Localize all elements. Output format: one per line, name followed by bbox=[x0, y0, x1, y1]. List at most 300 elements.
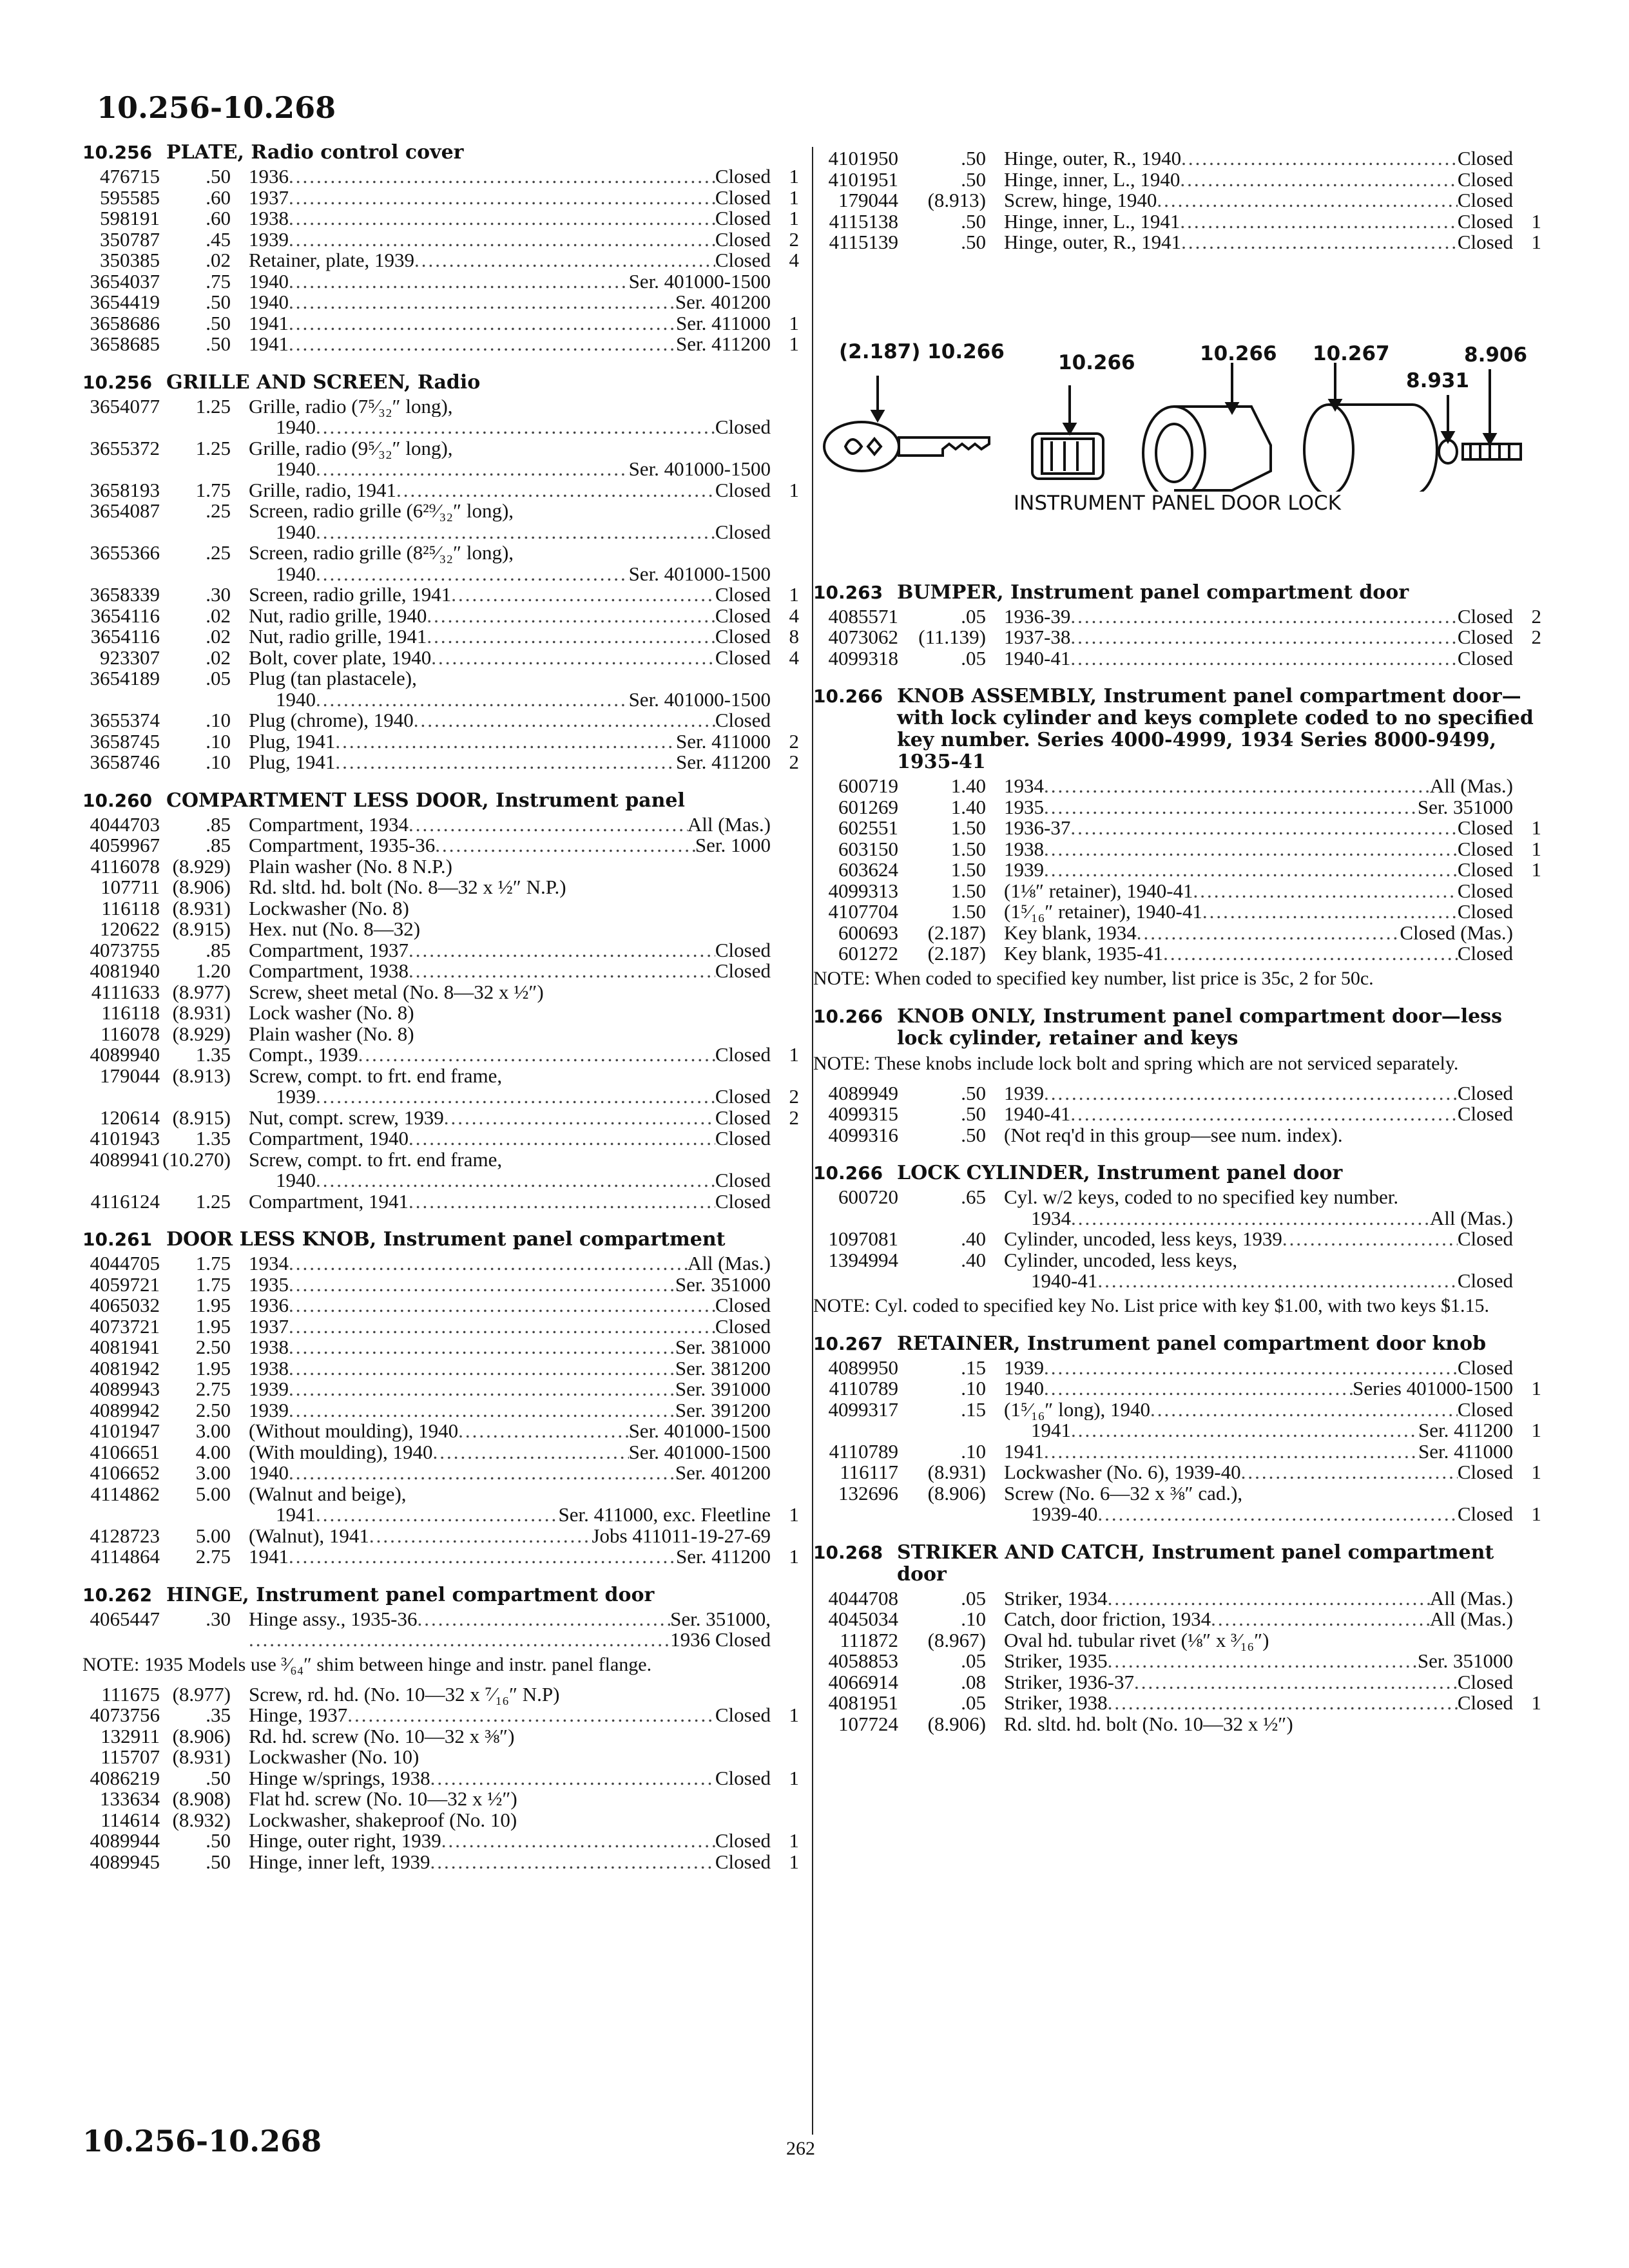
quantity: 1 bbox=[789, 1766, 799, 1789]
part-row bbox=[82, 480, 799, 501]
application-note: Closed bbox=[1457, 190, 1513, 211]
part-number: 601269 bbox=[838, 795, 898, 818]
quantity bbox=[771, 1149, 799, 1171]
part-row bbox=[813, 1420, 1541, 1441]
application-note: Closed bbox=[715, 521, 771, 543]
part-number: 4081942 bbox=[90, 1356, 160, 1379]
application-note: Closed (Mas.) bbox=[1400, 922, 1513, 943]
part-number: 4058853 bbox=[828, 1649, 898, 1672]
list-price: (8.931) bbox=[172, 1001, 231, 1024]
list-price bbox=[160, 459, 231, 480]
section-title bbox=[813, 1006, 1541, 1050]
group-title: HINGE, Instrument panel compartment door bbox=[166, 1583, 655, 1606]
application-note: Series 401000-1500 bbox=[1353, 1378, 1513, 1399]
part-row bbox=[82, 752, 799, 773]
part-number: 3658685 bbox=[90, 332, 160, 355]
part-description-cell bbox=[986, 1504, 1513, 1525]
part-row bbox=[813, 648, 1541, 669]
part-row bbox=[813, 943, 1541, 965]
figure-label-key: (2.187) 10.266 bbox=[839, 340, 1005, 363]
part-number: 4073755 bbox=[90, 938, 160, 961]
part-row bbox=[82, 459, 799, 480]
part-description-cell bbox=[231, 187, 771, 209]
part-description: 1936 bbox=[249, 1295, 289, 1316]
list-price: (8.977) bbox=[172, 980, 231, 1003]
application-note: Closed bbox=[715, 1831, 771, 1852]
list-price: .40 bbox=[961, 1248, 986, 1271]
group-title: STRIKER AND CATCH, Instrument panel compartment door bbox=[897, 1541, 1494, 1586]
leader-dots bbox=[409, 814, 688, 836]
application-note: Closed bbox=[715, 1107, 771, 1128]
list-price: 3.00 bbox=[195, 1419, 231, 1442]
application-note: Closed bbox=[715, 166, 771, 187]
part-description-cell bbox=[231, 417, 771, 438]
part-number: 3654116 bbox=[90, 604, 160, 627]
list-price: .08 bbox=[961, 1670, 986, 1693]
part-description-cell bbox=[231, 898, 771, 919]
list-price: .02 bbox=[206, 625, 231, 648]
list-price: .50 bbox=[961, 1102, 986, 1125]
part-number bbox=[813, 1271, 898, 1292]
part-row bbox=[813, 169, 1541, 191]
part-number: 3654116 bbox=[90, 625, 160, 648]
part-row bbox=[82, 1108, 799, 1129]
part-description: Cylinder, uncoded, less keys, bbox=[1004, 1249, 1238, 1271]
part-description-cell bbox=[986, 1672, 1513, 1693]
part-row bbox=[813, 881, 1541, 902]
part-description-cell bbox=[231, 543, 771, 564]
application-note: Ser. 411200 bbox=[676, 334, 771, 355]
part-number: 116117 bbox=[840, 1461, 898, 1483]
part-description-cell bbox=[986, 1271, 1513, 1292]
list-price: (8.931) bbox=[172, 896, 231, 919]
part-description-cell bbox=[231, 731, 771, 753]
application-note: Ser. 401000-1500 bbox=[628, 271, 771, 292]
part-description-cell bbox=[231, 1274, 771, 1296]
part-description: 1937-38 bbox=[1004, 627, 1071, 648]
quantity: 8 bbox=[789, 625, 799, 648]
leader-dots bbox=[316, 1086, 715, 1108]
part-row bbox=[813, 1672, 1541, 1693]
part-description-cell bbox=[231, 1789, 771, 1810]
list-price: 1.95 bbox=[195, 1314, 231, 1338]
part-row bbox=[82, 1504, 799, 1526]
list-price: 1.75 bbox=[195, 478, 231, 501]
list-price: 1.75 bbox=[195, 1273, 231, 1296]
quantity bbox=[1513, 1609, 1541, 1630]
part-description-cell bbox=[231, 1726, 771, 1747]
application-note: Closed bbox=[1457, 818, 1513, 839]
list-price: .40 bbox=[961, 1227, 986, 1250]
part-row bbox=[82, 334, 799, 355]
part-description-cell bbox=[986, 1630, 1513, 1651]
part-description-cell bbox=[231, 752, 771, 773]
part-row bbox=[82, 208, 799, 229]
part-description-cell bbox=[986, 818, 1513, 839]
list-price: .25 bbox=[206, 499, 231, 522]
application-note: Closed bbox=[1457, 232, 1513, 253]
quantity: 1 bbox=[789, 1704, 799, 1726]
quantity bbox=[771, 835, 799, 856]
group-title: KNOB ASSEMBLY, Instrument panel compartment door—with lock cylinder and keys complete coded to no specified key number. Series 4000-4999, 1934 Series 8000-9499, 1935-41 bbox=[897, 685, 1534, 773]
part-description-cell bbox=[231, 1546, 771, 1568]
part-number: 4089942 bbox=[90, 1398, 160, 1421]
leader-dots bbox=[1181, 232, 1458, 253]
section-title bbox=[813, 1542, 1541, 1586]
part-description: 1939 bbox=[1004, 1082, 1044, 1104]
leader-dots bbox=[1180, 169, 1457, 191]
part-description: Hex. nut (No. 8—32) bbox=[249, 919, 421, 940]
quantity bbox=[1513, 1250, 1541, 1271]
application-note: Ser. 411200 bbox=[1418, 1420, 1513, 1441]
part-number: 4101947 bbox=[90, 1419, 160, 1442]
part-number: 4089945 bbox=[90, 1850, 160, 1873]
part-description: Plug, 1941 bbox=[249, 752, 336, 773]
part-description: (1⅛″ retainer), 1940-41 bbox=[1004, 880, 1193, 901]
application-note: Closed bbox=[715, 1086, 771, 1108]
part-description: Oval hd. tubular rivet (⅛″ x ³⁄₁₆″) bbox=[1004, 1629, 1269, 1651]
part-number: 598191 bbox=[100, 207, 160, 229]
part-number: 600719 bbox=[838, 774, 898, 797]
part-number: 595585 bbox=[100, 186, 160, 209]
part-number: 107711 bbox=[101, 876, 160, 898]
section bbox=[82, 1584, 799, 1873]
list-price bbox=[160, 689, 231, 711]
part-description-cell bbox=[231, 1379, 771, 1400]
list-price: .05 bbox=[961, 1691, 986, 1714]
section-title bbox=[82, 142, 799, 164]
part-number: 4099316 bbox=[828, 1123, 898, 1146]
application-note: Closed bbox=[715, 1170, 771, 1191]
application-note: All (Mas.) bbox=[687, 1253, 771, 1274]
part-description: 1939-40 bbox=[1031, 1504, 1098, 1525]
list-price: 3.00 bbox=[195, 1461, 231, 1484]
part-row bbox=[82, 626, 799, 648]
part-description-cell bbox=[231, 1024, 771, 1045]
leader-dots bbox=[396, 480, 715, 501]
part-description-cell bbox=[231, 1442, 771, 1463]
application-note: Closed bbox=[1457, 148, 1513, 169]
part-description-cell bbox=[231, 501, 771, 522]
part-row bbox=[82, 1379, 799, 1400]
application-note: Closed bbox=[1457, 169, 1513, 190]
list-price: (2.187) bbox=[927, 942, 986, 965]
list-price: .50 bbox=[961, 168, 986, 191]
part-description-cell bbox=[986, 1462, 1513, 1483]
quantity: 1 bbox=[789, 165, 799, 187]
part-description: 1941 bbox=[1004, 1441, 1044, 1462]
section bbox=[813, 1006, 1541, 1146]
part-row bbox=[82, 271, 799, 293]
application-note: Closed bbox=[1457, 1504, 1513, 1525]
part-number bbox=[813, 1420, 898, 1441]
leader-dots bbox=[316, 522, 715, 543]
leader-dots bbox=[369, 1526, 592, 1547]
application-note: Closed bbox=[1457, 880, 1513, 901]
leader-dots bbox=[289, 292, 675, 313]
part-row bbox=[82, 1609, 799, 1630]
part-description: 1939 bbox=[1004, 1357, 1044, 1378]
quantity bbox=[771, 1358, 799, 1379]
part-number: 3655374 bbox=[90, 709, 160, 731]
application-note: Closed bbox=[715, 187, 771, 208]
application-note: Ser. 401000-1500 bbox=[628, 1421, 771, 1442]
quantity bbox=[771, 1421, 799, 1442]
part-description-cell bbox=[231, 250, 771, 271]
part-row bbox=[82, 1526, 799, 1547]
part-row bbox=[82, 1684, 799, 1706]
part-description-cell bbox=[986, 923, 1513, 944]
part-row bbox=[82, 689, 799, 711]
part-number: 4089949 bbox=[828, 1081, 898, 1104]
leader-dots bbox=[1044, 1378, 1353, 1399]
quantity: 1 bbox=[1531, 1377, 1541, 1399]
part-description: Screw, compt. to frt. end frame, bbox=[249, 1065, 503, 1086]
list-price: .35 bbox=[206, 1704, 231, 1726]
part-description-cell bbox=[986, 1588, 1513, 1610]
part-row bbox=[82, 1768, 799, 1789]
part-row bbox=[813, 818, 1541, 839]
part-row bbox=[813, 776, 1541, 797]
part-row bbox=[813, 211, 1541, 233]
quantity bbox=[1513, 148, 1541, 169]
application-note: Closed bbox=[715, 647, 771, 668]
list-price: 5.00 bbox=[195, 1524, 231, 1547]
part-row bbox=[813, 1104, 1541, 1125]
leader-dots bbox=[1211, 1609, 1430, 1630]
section bbox=[813, 1333, 1541, 1525]
part-number: 4101943 bbox=[90, 1127, 160, 1149]
part-description: Striker, 1934 bbox=[1004, 1588, 1108, 1609]
quantity: 1 bbox=[789, 1850, 799, 1873]
part-description-cell bbox=[231, 1526, 771, 1547]
section-note: NOTE: When coded to specified key number, list price is 35c, 2 for 50c. bbox=[813, 967, 1374, 989]
part-description-cell bbox=[986, 1208, 1513, 1229]
application-note: Closed bbox=[715, 1705, 771, 1726]
quantity: 1 bbox=[789, 311, 799, 334]
part-description-cell bbox=[231, 1295, 771, 1316]
part-description-cell bbox=[986, 943, 1513, 965]
part-description: 1940-41 bbox=[1004, 1104, 1071, 1125]
part-row bbox=[82, 166, 799, 187]
quantity bbox=[1513, 1271, 1541, 1292]
section bbox=[82, 790, 799, 1213]
group-title: KNOB ONLY, Instrument panel compartment door—less lock cylinder, retainer and keys bbox=[897, 1004, 1503, 1050]
list-price: .25 bbox=[206, 541, 231, 564]
list-price: (11.139) bbox=[918, 626, 986, 648]
quantity: 2 bbox=[1531, 626, 1541, 648]
part-number: 3658193 bbox=[90, 478, 160, 501]
part-row bbox=[82, 919, 799, 940]
list-price: .02 bbox=[206, 249, 231, 271]
list-price: (2.187) bbox=[927, 921, 986, 944]
part-description: Lock washer (No. 8) bbox=[249, 1003, 414, 1024]
part-description-cell bbox=[231, 919, 771, 940]
quantity bbox=[1513, 1125, 1541, 1146]
group-number: 10.266 bbox=[813, 686, 883, 707]
part-row bbox=[82, 1003, 799, 1024]
quantity bbox=[771, 417, 799, 438]
part-description: (Not req'd in this group—see num. index). bbox=[1004, 1124, 1343, 1146]
quantity bbox=[1513, 648, 1541, 669]
part-description-cell bbox=[231, 1831, 771, 1852]
group-title: RETAINER, Instrument panel compartment door knob bbox=[897, 1332, 1487, 1355]
application-note: Closed bbox=[715, 961, 771, 982]
list-price: (8.977) bbox=[172, 1682, 231, 1706]
part-description: 1935 bbox=[1004, 796, 1044, 818]
part-description: Cylinder, uncoded, less keys, 1939 bbox=[1004, 1229, 1282, 1250]
part-description-cell bbox=[231, 1852, 771, 1873]
leader-dots bbox=[1157, 190, 1458, 211]
part-row bbox=[813, 1250, 1541, 1271]
part-description-cell bbox=[231, 814, 771, 836]
part-number: 4059721 bbox=[90, 1273, 160, 1296]
application-note: Ser. 411000 bbox=[1418, 1441, 1513, 1462]
part-description: 1934 bbox=[249, 1253, 289, 1274]
list-price: (8.908) bbox=[172, 1787, 231, 1810]
part-description-cell bbox=[231, 1337, 771, 1358]
application-note: All (Mas.) bbox=[1429, 1207, 1513, 1229]
part-number: 4089940 bbox=[90, 1043, 160, 1066]
quantity: 1 bbox=[1531, 231, 1541, 253]
part-description-cell bbox=[231, 480, 771, 501]
leader-dots bbox=[289, 1463, 675, 1484]
part-description: Screw, rd. hd. (No. 10—32 x ⁷⁄₁₆″ N.P) bbox=[249, 1684, 560, 1705]
part-row bbox=[813, 1651, 1541, 1672]
part-description: Striker, 1936-37 bbox=[1004, 1671, 1134, 1693]
part-description: Compt., 1939 bbox=[249, 1044, 358, 1066]
leader-dots bbox=[289, 334, 676, 355]
leader-dots bbox=[414, 710, 715, 731]
part-number: 4106651 bbox=[90, 1440, 160, 1463]
part-number: 4101950 bbox=[828, 147, 898, 169]
part-row bbox=[82, 1358, 799, 1379]
part-row bbox=[82, 1066, 799, 1087]
quantity bbox=[771, 1526, 799, 1547]
part-description-cell bbox=[231, 229, 771, 251]
part-description-cell bbox=[986, 1083, 1513, 1104]
part-row bbox=[82, 250, 799, 271]
part-number bbox=[82, 522, 160, 543]
leader-dots bbox=[316, 417, 715, 438]
part-description: 1934 bbox=[1004, 776, 1044, 797]
quantity: 4 bbox=[789, 249, 799, 271]
part-description: 1935 bbox=[249, 1274, 289, 1295]
list-price bbox=[898, 1420, 986, 1441]
application-note: Ser. 391000 bbox=[675, 1379, 771, 1400]
quantity: 1 bbox=[789, 1503, 799, 1526]
list-price: 1.50 bbox=[950, 858, 986, 881]
part-number bbox=[813, 1208, 898, 1229]
section bbox=[813, 686, 1541, 989]
part-description-cell bbox=[231, 1086, 771, 1108]
part-description: Compartment, 1935-36 bbox=[249, 835, 436, 856]
lock-parts-illustration bbox=[813, 279, 1541, 492]
application-note: Ser. 401000-1500 bbox=[628, 563, 771, 584]
part-row bbox=[82, 1044, 799, 1066]
part-description: Screen, radio grille (6²⁹⁄₃₂″ long), bbox=[249, 501, 514, 522]
part-row bbox=[82, 1295, 799, 1316]
part-description: Catch, door friction, 1934 bbox=[1004, 1609, 1211, 1630]
leader-dots bbox=[1097, 1271, 1458, 1292]
part-description-cell bbox=[231, 459, 771, 480]
list-price bbox=[898, 1208, 986, 1229]
section bbox=[813, 1162, 1541, 1316]
part-description: 1938 bbox=[249, 1337, 289, 1358]
quantity: 1 bbox=[1531, 209, 1541, 233]
quantity: 1 bbox=[789, 207, 799, 229]
part-number: 603624 bbox=[838, 858, 898, 881]
quantity bbox=[1513, 169, 1541, 191]
application-note: Closed bbox=[715, 208, 771, 229]
quantity bbox=[771, 1003, 799, 1024]
part-description: 1940 bbox=[276, 521, 316, 543]
part-description: 1941 bbox=[1031, 1420, 1071, 1441]
application-note: Ser. 391200 bbox=[675, 1399, 771, 1421]
lock-figure bbox=[813, 279, 1541, 582]
leader-dots bbox=[316, 564, 629, 585]
application-note: Closed bbox=[715, 1295, 771, 1316]
list-price: (8.929) bbox=[172, 854, 231, 878]
section-note: NOTE: Cyl. coded to specified key No. List price with key $1.00, with two keys $1.15. bbox=[813, 1294, 1489, 1316]
part-description-cell bbox=[986, 901, 1513, 923]
leader-dots bbox=[430, 1768, 715, 1789]
part-description: Hinge, outer, R., 1941 bbox=[1004, 232, 1182, 253]
part-description-cell bbox=[231, 313, 771, 334]
part-number: 601272 bbox=[838, 942, 898, 965]
section-title bbox=[813, 1333, 1541, 1355]
part-row bbox=[82, 1810, 799, 1831]
quantity: 1 bbox=[1531, 1419, 1541, 1441]
part-description: 1938 bbox=[249, 1358, 289, 1379]
application-note: Ser. 1000 bbox=[695, 835, 771, 856]
section-title bbox=[813, 1162, 1541, 1184]
quantity bbox=[771, 689, 799, 711]
quantity bbox=[1513, 1208, 1541, 1229]
section bbox=[82, 372, 799, 773]
part-description: Plug (tan plastacele), bbox=[249, 668, 417, 689]
part-row bbox=[82, 1747, 799, 1768]
list-price: .50 bbox=[961, 1081, 986, 1104]
leader-dots bbox=[1097, 1504, 1458, 1525]
part-number: 4107704 bbox=[828, 900, 898, 923]
application-note: Ser. 351000 bbox=[1417, 1651, 1513, 1672]
group-title: BUMPER, Instrument panel compartment door bbox=[897, 581, 1409, 604]
leader-dots bbox=[1070, 1104, 1458, 1125]
list-price: .50 bbox=[206, 311, 231, 334]
leader-dots bbox=[1070, 627, 1458, 648]
part-description-cell bbox=[986, 211, 1513, 233]
leader-dots bbox=[1044, 1441, 1418, 1463]
group-number: 10.261 bbox=[82, 1229, 153, 1250]
application-note: Closed bbox=[1457, 838, 1513, 860]
application-note: Closed bbox=[1457, 627, 1513, 648]
part-row bbox=[82, 1274, 799, 1296]
part-description: Compartment, 1937 bbox=[249, 939, 409, 961]
part-description-cell bbox=[986, 1378, 1513, 1399]
quantity: 1 bbox=[789, 186, 799, 209]
part-number: 3654077 bbox=[90, 394, 160, 418]
part-number: 4065447 bbox=[90, 1607, 160, 1630]
list-price: .50 bbox=[961, 147, 986, 169]
part-row bbox=[82, 1463, 799, 1484]
leader-dots bbox=[289, 1295, 715, 1316]
quantity: 2 bbox=[1531, 604, 1541, 628]
part-row bbox=[813, 797, 1541, 818]
leader-dots bbox=[289, 1400, 675, 1421]
part-description: Screen, radio grille (8²⁵⁄₃₂″ long), bbox=[249, 543, 514, 564]
part-number: 4099313 bbox=[828, 879, 898, 902]
